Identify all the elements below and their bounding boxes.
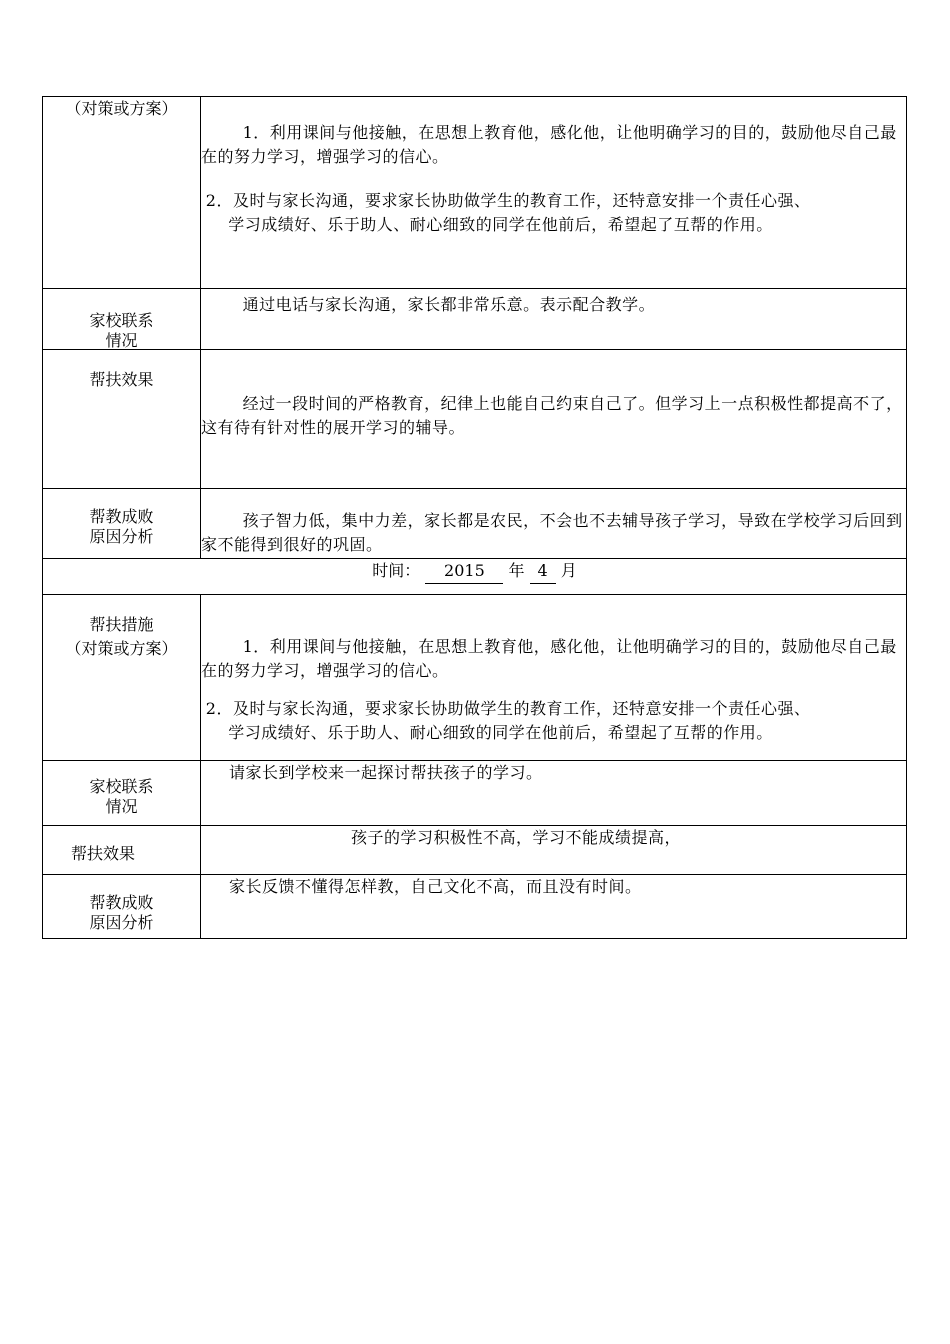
reason-row-1 [43,489,907,559]
effect-text-2: 孩子的学习积极性不高，学习不能成绩提高， [351,828,682,847]
effect-label: 帮扶效果 [89,370,154,389]
contact-label-line1: 家校联系 [89,311,154,330]
measures-content-cell-2 [201,595,907,761]
contact-content-cell [201,289,907,350]
measures-row-2 [43,595,907,761]
contact-content-cell-2 [201,761,907,826]
reason-label-cell [43,489,201,559]
reason-label-2-line2: 原因分析 [89,913,154,932]
measure-item-2-line1: 2．及时与家长沟通，要求家长协助做学生的教育工作，还特意安排一个责任心强、 [205,191,811,210]
reason-content-cell [201,489,907,559]
measures-label: （对策或方案） [65,99,178,118]
contact-label-2-line2: 情况 [105,797,138,816]
measures-label-cell [43,97,201,289]
contact-label-2-line1: 家校联系 [89,777,154,796]
measures-label-line1: 帮扶措施 [89,615,154,634]
measure-item-1: 1．利用课间与他接触，在思想上教育他，感化他，让他明确学习的目的，鼓励他尽自己最在的努力学习，增强学习的信心。 [201,123,897,166]
contact-row-1 [43,289,907,350]
reason-text-2: 家长反馈不懂得怎样教，自己文化不高，而且没有时间。 [229,877,642,896]
reason-label-2-line1: 帮教成败 [89,893,154,912]
effect-label-cell [43,350,201,489]
measures-label-cell-2 [43,595,201,761]
assistance-record-table [42,96,907,939]
measures-label-line2: （对策或方案） [65,639,178,658]
measures-content-cell [201,97,907,289]
date-row [43,559,907,595]
measure-item-1-s2: 1．利用课间与他接触，在思想上教育他，感化他，让他明确学习的目的，鼓励他尽自己最在的努力学习，增强学习的信心。 [201,637,897,680]
effect-content-cell-2 [201,826,907,875]
date-month-unit: 月 [560,561,577,580]
effect-content-cell [201,350,907,489]
measure-item-2-s2-line1: 2．及时与家长沟通，要求家长协助做学生的教育工作，还特意安排一个责任心强、 [205,699,811,718]
date-cell [43,559,907,595]
contact-label-line2: 情况 [105,331,138,350]
measure-item-2 [201,189,906,237]
date-prefix: 时间： [372,561,421,580]
contact-row-2 [43,761,907,826]
contact-label-cell-2 [43,761,201,826]
contact-label-cell [43,289,201,350]
measure-item-2-line2: 学习成绩好、乐于助人、耐心细致的同学在他前后，希望起了互帮的作用。 [228,215,773,234]
reason-row-2 [43,875,907,939]
measure-item-2-s2-line2: 学习成绩好、乐于助人、耐心细致的同学在他前后，希望起了互帮的作用。 [228,723,773,742]
reason-label-line2: 原因分析 [89,527,154,546]
measures-row-1 [43,97,907,289]
date-year-unit: 年 [508,561,525,580]
measure-item-2-s2 [201,697,906,745]
effect-text: 经过一段时间的严格教育，纪律上也能自己约束自己了。但学习上一点积极性都提高不了，这有待有针对性的展开学习的辅导。 [201,394,903,437]
reason-label-cell-2 [43,875,201,939]
effect-row-1 [43,350,907,489]
contact-text: 通过电话与家长沟通，家长都非常乐意。表示配合教学。 [242,295,656,314]
reason-label-line1: 帮教成败 [89,507,154,526]
reason-text: 孩子智力低，集中力差，家长都是农民，不会也不去辅导孩子学习，导致在学校学习后回到家不能得到很好的巩固。 [201,511,903,554]
effect-label-2: 帮扶效果 [71,844,136,863]
date-year: 2015 [425,559,503,584]
date-month: 4 [530,559,556,584]
effect-row-2 [43,826,907,875]
reason-content-cell-2 [201,875,907,939]
contact-text-2: 请家长到学校来一起探讨帮扶孩子的学习。 [229,763,543,782]
effect-label-cell-2 [43,826,201,875]
